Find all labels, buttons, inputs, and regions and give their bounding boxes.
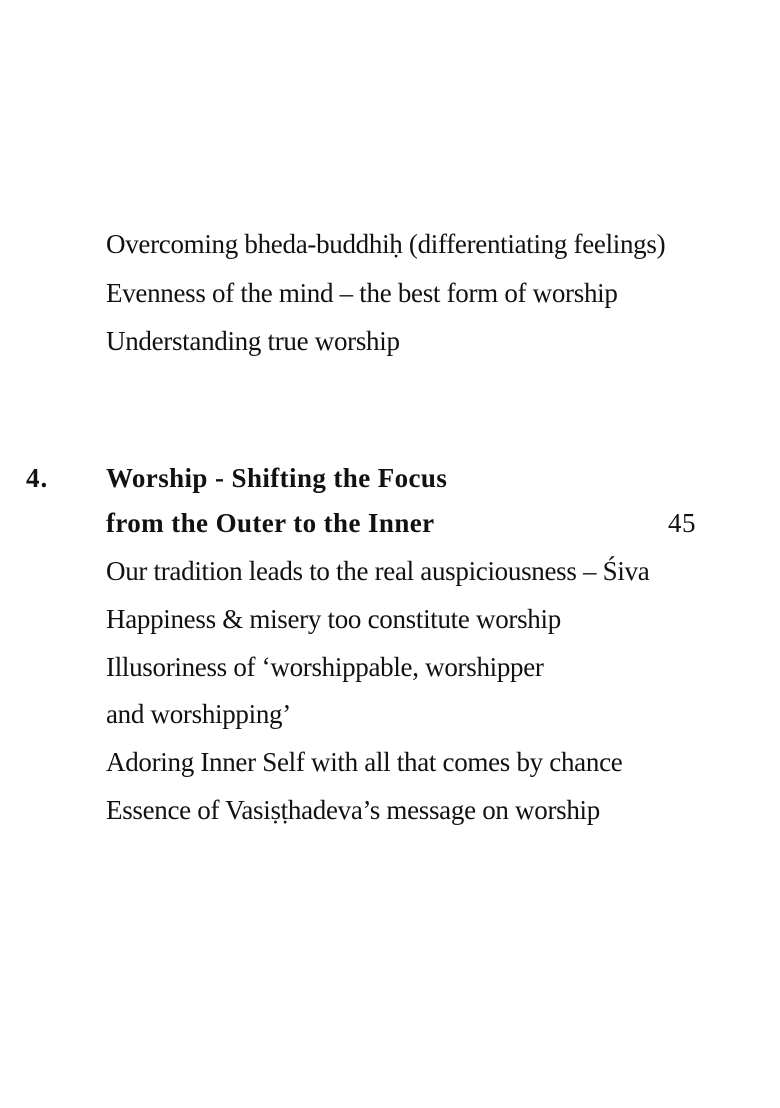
chapter-number: 4. bbox=[26, 463, 49, 493]
chapter-title-line-2: from the Outer to the Inner bbox=[106, 508, 435, 538]
toc-item: and worshipping’ bbox=[106, 699, 291, 729]
chapter-page-number: 45 bbox=[668, 508, 696, 538]
toc-item: Illusoriness of ‘worshippable, worshipper bbox=[106, 652, 544, 682]
toc-item: Understanding true worship bbox=[106, 326, 400, 356]
toc-item: Evenness of the mind – the best form of worship bbox=[106, 278, 618, 308]
toc-item: Overcoming bheda-buddhiḥ (differentiating feelings) bbox=[106, 229, 666, 259]
chapter-title-line-1: Worship - Shifting the Focus bbox=[106, 463, 448, 493]
toc-item: Essence of Vasiṣṭhadeva’s message on worship bbox=[106, 795, 600, 825]
toc-item: Our tradition leads to the real auspiciousness – Śiva bbox=[106, 556, 650, 586]
toc-item: Happiness & misery too constitute worship bbox=[106, 604, 561, 634]
toc-item: Adoring Inner Self with all that comes by chance bbox=[106, 747, 623, 777]
